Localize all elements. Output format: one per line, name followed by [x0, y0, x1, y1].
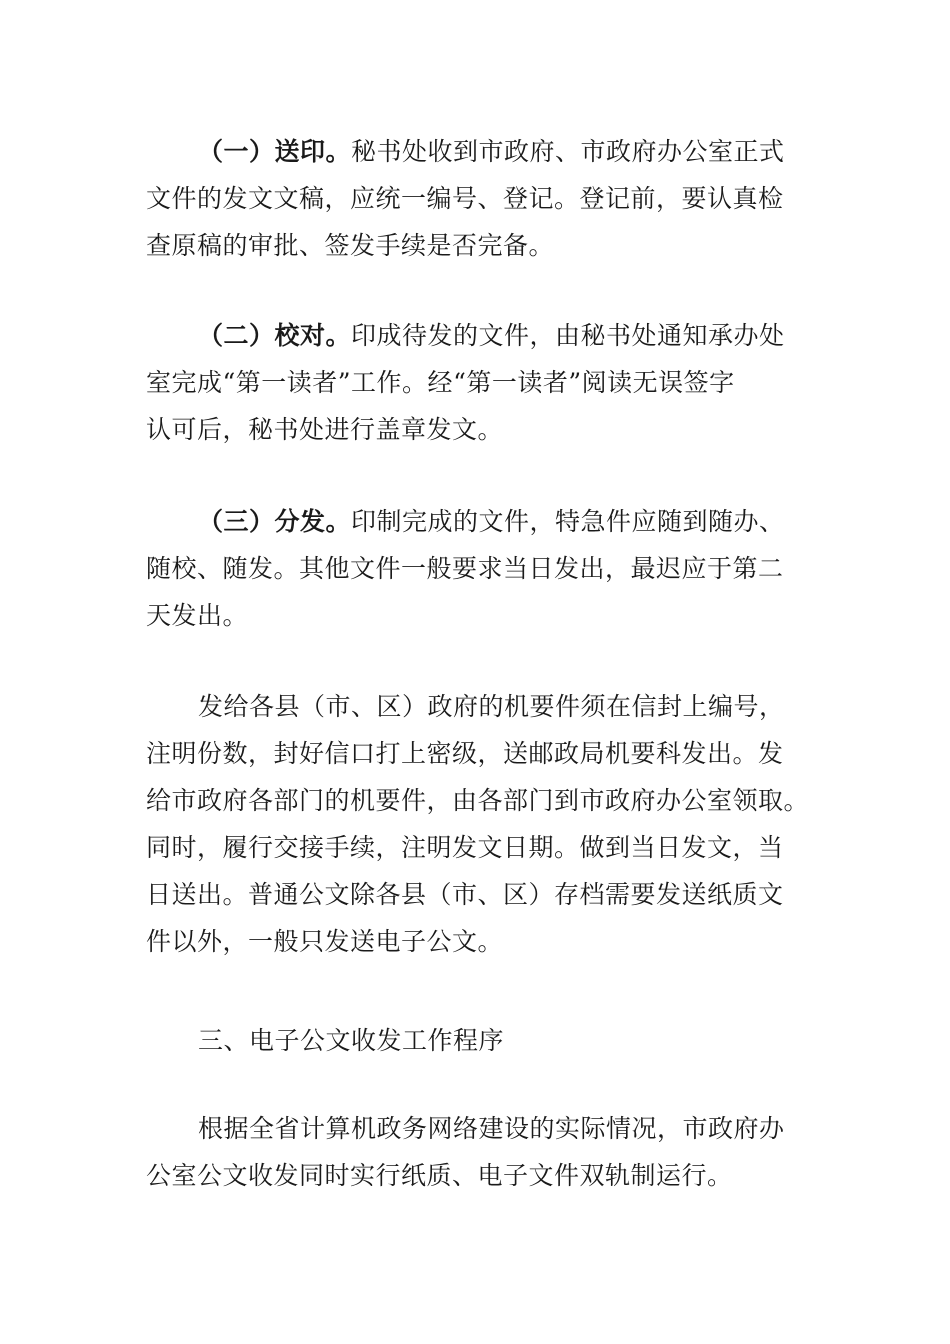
paragraph-line: 公室公文收发同时实行纸质、电子文件双轨制运行。 — [146, 1161, 733, 1190]
paragraph-line: 文件的发文文稿，应统一编号、登记。登记前，要认真检 — [146, 184, 784, 213]
paragraph-line: 同时，履行交接手续，注明发文日期。做到当日发文，当 — [146, 833, 784, 862]
paragraph-text: 秘书处收到市政府、市政府办公室正式 — [351, 137, 785, 166]
paragraph-proofread — [146, 312, 796, 453]
paragraph-line — [146, 312, 796, 359]
section-heading: （三）分发。 — [198, 507, 352, 536]
paragraph-distribute — [146, 498, 796, 639]
paragraph-text: 印成待发的文件，由秘书处通知承办处 — [351, 321, 785, 350]
paragraph-send-print — [146, 128, 796, 269]
section-heading: （一）送印。 — [198, 137, 352, 166]
paragraph-line: 室完成“第一读者”工作。经“第一读者”阅读无误签字 — [146, 368, 735, 397]
paragraph-line: 发给各县（市、区）政府的机要件须在信封上编号， — [198, 692, 785, 721]
paragraph-line: 根据全省计算机政务网络建设的实际情况，市政府办 — [198, 1114, 785, 1143]
paragraph-line: 件以外，一般只发送电子公文。 — [146, 927, 504, 956]
paragraph-line — [146, 498, 796, 545]
paragraph-confidential-mail — [146, 683, 810, 965]
paragraph-line: 给市政府各部门的机要件，由各部门到市政府办公室领取。 — [146, 786, 810, 815]
paragraph-line: 日送出。普通公文除各县（市、区）存档需要发送纸质文 — [146, 880, 784, 909]
section-title-text: 三、电子公文收发工作程序 — [198, 1026, 505, 1055]
section-heading: （二）校对。 — [198, 321, 352, 350]
paragraph-line: 认可后，秘书处进行盖章发文。 — [146, 415, 504, 444]
paragraph-dual-track — [146, 1105, 796, 1199]
paragraph-line: 查原稿的审批、签发手续是否完备。 — [146, 231, 555, 260]
paragraph-line — [146, 128, 796, 175]
section-title — [146, 1017, 796, 1064]
paragraph-line: 天发出。 — [146, 601, 249, 630]
paragraph-line: 随校、随发。其他文件一般要求当日发出，最迟应于第二 — [146, 554, 784, 583]
paragraph-line: 注明份数，封好信口打上密级，送邮政局机要科发出。发 — [146, 739, 784, 768]
paragraph-text: 印制完成的文件，特急件应随到随办、 — [351, 507, 785, 536]
